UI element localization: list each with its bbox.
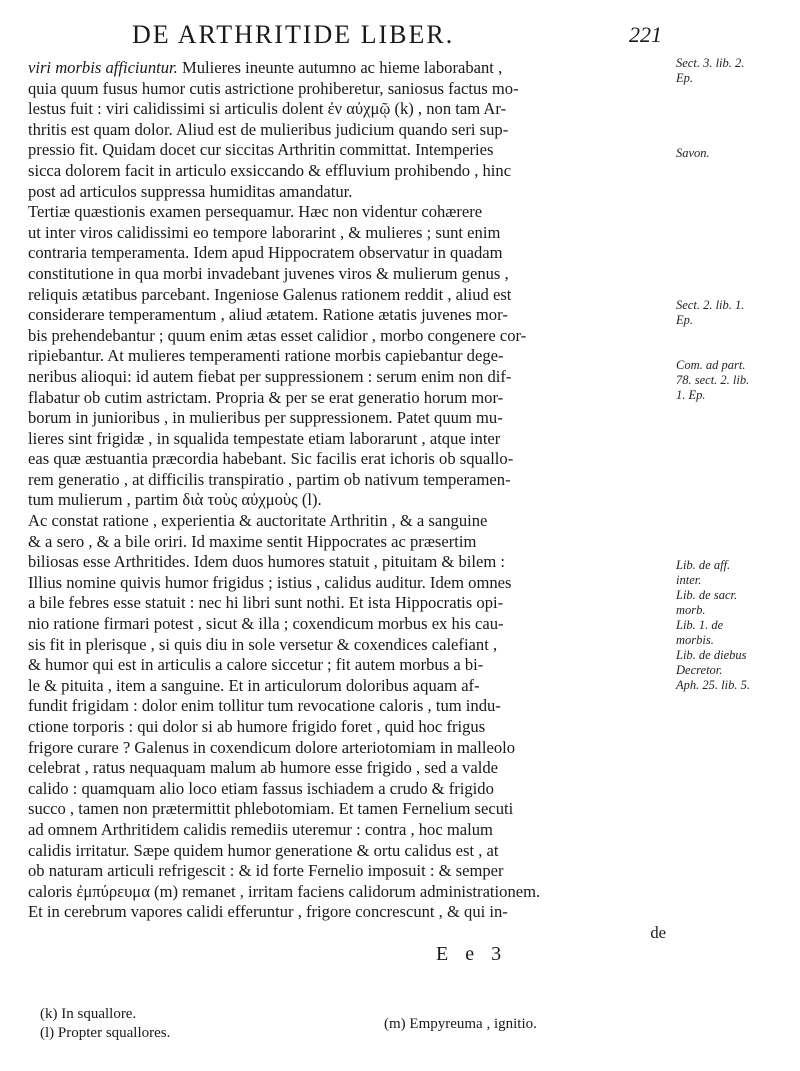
footnote: (m) Empyreuma , ignitio. [384,1016,537,1032]
text-line: caloris ἐμπύρευμα (m) remanet , irritam faciens calidorum administrationem. [28,881,541,901]
text-line: Ac constat ratione , experientia & auctoritate Arthritin , & a sanguine [28,511,488,531]
text-line: calidis irritatur. Sæpe quidem humor generatione & ortu calidus est , at [28,840,499,860]
margin-note-line: 78. sect. 2. lib. [676,373,750,387]
text-line: ad omnem Arthritidem calidis remediis uteremur : contra , hoc malum [28,819,493,839]
text-line: rem generatio , at difficilis transpiratio , partim ob nativum temperamen- [28,469,511,489]
text-line: contraria temperamenta. Idem apud Hippocratem observatur in quadam [28,243,503,263]
margin-note-line: Savon. [676,146,710,160]
margin-note-line: Ep. [676,71,694,85]
page-header [132,20,662,54]
margin-note-line: Lib. 1. de [676,618,724,632]
margin-note-line: Ep. [676,313,694,327]
text-line: pressio fit. Quidam docet cur siccitas Arthritin committat. Intemperies [28,140,494,160]
main-text [28,58,666,944]
margin-note-line: inter. [676,573,702,587]
text-line: nio ratione firmari potest , sicut & illa ; coxendicum morbus ex his cau- [28,614,504,634]
catchword: de [650,922,666,942]
text-line: flabatur ob cutim astrictam. Propria & per se erat generatio horum mor- [28,387,504,407]
text-line: ut inter viros calidissimi eo tempore laborarint , & mulieres ; sunt enim [28,222,501,242]
text-line: bis prehendebantur ; quum enim ætas esset calidior , morbo congenere cor- [28,325,527,345]
text-line: celebrat , ratus nequaquam malum ab humore esse frigido , sed a valde [28,758,498,778]
margin-note [676,358,749,403]
footnotes-left [40,1005,170,1043]
margin-note-line: Lib. de sacr. [676,588,738,602]
margin-note-line: Decretor. [676,663,723,677]
signature-mark: E e 3 [436,943,508,965]
margin-note-line: Lib. de diebus [676,648,747,662]
text-line: neribus alioqui: id autem fiebat per suppressionem : serum enim non dif- [28,366,512,386]
text-line: calido : quamquam alio loco etiam fassus ischiadem a crudo & frigido [28,778,494,798]
margin-note-line: Sect. 3. lib. 2. [676,56,745,70]
text-line: a bile febres esse statuit : nec hi libri sunt nothi. Et ista Hippocratis opi- [28,593,504,613]
text-line: & a sero , & a bile oriri. Id maxime sentit Hippocrates ac præsertim [28,531,477,551]
margin-note-line: Sect. 2. lib. 1. [676,298,745,312]
text-line: le & pituita , item a sanguine. Et in articulorum doloribus aquam af- [28,675,480,695]
text-line: post ad articulos suppressa humiditas amandatur. [28,181,353,201]
text-line: viri morbis afficiuntur. Mulieres ineunte autumno ac hieme laborabant , [28,58,503,77]
margin-note-line: Lib. de aff. [676,558,731,572]
text-line: Tertiæ quæstionis examen persequamur. Hæc non videntur cohærere [28,202,483,222]
footnote: (k) In squallore. [40,1006,137,1022]
text-line: lestus fuit : viri calidissimi si articulis dolent ἐν αὐχμῷ (k) , non tam Ar- [28,99,507,119]
text-line: ob naturam articuli refrigescit : & id forte Fernelio imposuit : & semper [28,861,504,881]
text-line: sicca dolorem facit in articulo exsiccando & effluvium prohibendo , hinc [28,160,512,180]
text-line: constitutione in qua morbi invadebant juvenes viros & mulierum genus , [28,263,509,283]
margin-note-line: morb. [676,603,706,617]
text-line: & humor qui est in articulis a calore siccetur ; fit autem morbus a bi- [28,655,484,675]
margin-note [676,146,710,161]
text-line: Illius nomine quivis humor frigidus ; istius , calidus auditur. Idem omnes [28,572,512,592]
text-line: fundit frigidam : dolor enim tollitur tum revocatione caloris , tum indu- [28,696,501,716]
text-line: quia quum fusus humor cutis astrictione prohiberetur, saniosus factus mo- [28,78,519,98]
margin-note [676,56,744,86]
text-line: Et in cerebrum vapores calidi efferuntur , frigore concrescunt , & qui in- [28,902,508,922]
footnotes-right [384,1015,537,1034]
text-line: considerare temperamentum , aliud ætatem. Ratione ætatis juvenes mor- [28,305,508,325]
margin-note-line: 1. Ep. [676,388,706,402]
running-title: DE ARTHRITIDE LIBER. [132,20,455,49]
text-line: frigore curare ? Galenus in coxendicum dolore arteriotomiam in malleolo [28,737,516,757]
margin-note-line: Com. ad part. [676,358,746,372]
text-line: succo , tamen non prætermittit phlebotomiam. Et tamen Fernelium secuti [28,799,514,819]
margin-note [676,558,750,693]
margin-note-line: morbis. [676,633,714,647]
text-line: ripiebantur. At mulieres temperamenti ratione morbis capiebantur dege- [28,346,504,366]
text-line: biliosas esse Arthritides. Idem duos humores statuit , pituitam & bilem : [28,552,506,572]
text-line: ctione torporis : qui dolor si ab humore frigido foret , quid hoc frigus [28,717,486,736]
margin-note [676,298,744,328]
text-line: borum in junioribus , in mulieribus per suppressionem. Patet quum mu- [28,408,503,428]
footnote: (l) Propter squallores. [40,1025,171,1041]
text-line: reliquis ætatibus parcebant. Ingeniose Galenus rationem reddit , aliud est [28,284,512,304]
text-line: eas quæ æstuantia præcordia habebant. Sic facilis erat ichoris ob squallo- [28,449,514,469]
text-line: lieres sint frigidæ , in squalida tempestate etiam laborarunt , atque inter [28,428,501,448]
text-line: sis fit in plerisque , si quis diu in sole versetur & coxendices calefiant , [28,634,498,654]
margin-note-line: Aph. 25. lib. 5. [676,678,750,692]
text-line: thritis est quam dolor. Aliud est de mulieribus judicium quando seri sup- [28,119,509,139]
text-line: tum mulierum , partim διὰ τοὺς αὐχμοὺς (l). [28,490,322,510]
page-number: 221 [629,22,662,47]
